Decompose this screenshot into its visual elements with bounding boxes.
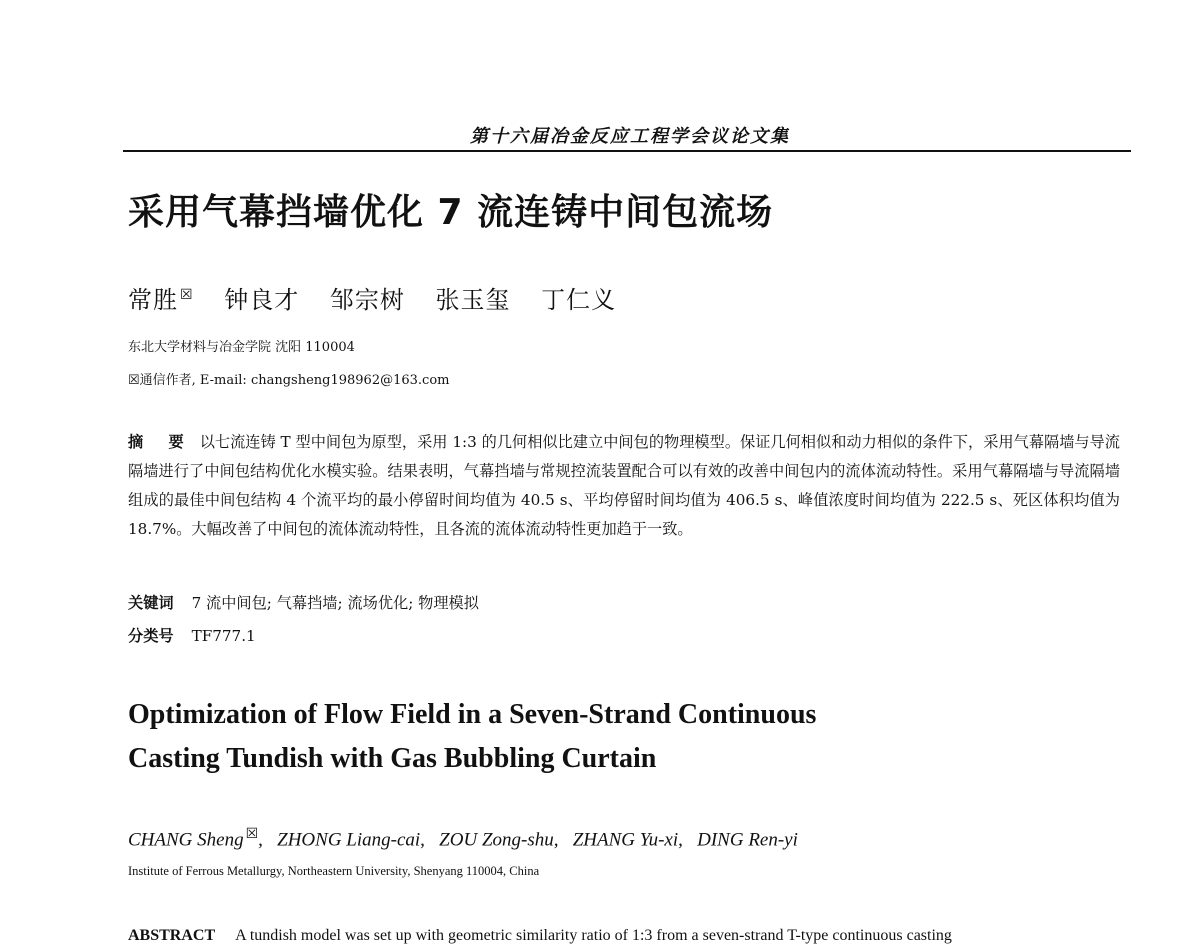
header-rule [123, 150, 1131, 152]
english-title-line-1: Optimization of Flow Field in a Seven-Strand Continuous [128, 699, 817, 730]
keywords-label: 关键词 [128, 594, 174, 612]
envelope-icon: ☒ [180, 287, 194, 303]
author-1: 常胜 ☒ [128, 286, 194, 314]
english-authors [128, 826, 798, 851]
class-text: TF777.1 [191, 627, 256, 645]
english-abstract-text: A tundish model was set up with geometric similarity ratio of 1:3 from a seven-strand T-type continuous casting [235, 927, 952, 944]
chinese-authors [128, 280, 638, 315]
envelope-icon: ☒ [245, 827, 259, 842]
english-title [128, 693, 1028, 781]
author-4: 张玉玺 [435, 286, 511, 314]
chinese-affiliation: 东北大学材料与冶金学院 沈阳 110004 [128, 340, 355, 355]
english-affiliation: Institute of Ferrous Metallurgy, Northeastern University, Shenyang 110004, China [128, 864, 540, 878]
english-abstract [128, 927, 1123, 945]
abstract-text: 以七流连铸 T 型中间包为原型，采用 1:3 的几何相似比建立中间包的物理模型。保证几何相似和动力相似的条件下，采用气幕隔墙与导流隔墙进行了中间包结构优化水模实验。结果表明，气幕挡墙与常规控流装置配合可以有效的改善中间包内的流体流动特性。采用气幕隔墙与导流隔墙组成的最佳中间包结构 4 个流平均的最小停留时间均值为 40.5 s、平均停留时间均值为 406.5 s、峰值浓度时间均值为 222.5 s、死区体积均值为 18.7%。大幅改善了中间包的流体流动特性，且各流的流体流动特性更加趋于一致。 [128, 433, 1120, 538]
english-abstract-label: ABSTRACT [128, 927, 216, 944]
chinese-keywords [128, 592, 479, 613]
chinese-abstract [128, 428, 1120, 544]
english-other-authors: , ZHONG Liang-cai, ZOU Zong-shu, ZHANG Yu-xi, DING Ren-yi [258, 829, 798, 851]
chinese-title: 采用气幕挡墙优化 7 流连铸中间包流场 [128, 192, 774, 233]
corresponding-email: ☒通信作者, E-mail: changsheng198962@163.com [128, 373, 450, 388]
english-first-author: CHANG Sheng [128, 829, 244, 851]
english-title-line-2: Casting Tundish with Gas Bubbling Curtain [128, 743, 657, 774]
keywords-text: 7 流中间包; 气幕挡墙; 流场优化; 物理模拟 [191, 594, 479, 612]
author-5: 丁仁义 [541, 286, 617, 314]
abstract-label: 摘 要 [128, 433, 194, 451]
author-3: 邹宗树 [329, 286, 405, 314]
class-label: 分类号 [128, 627, 174, 645]
classification-number [128, 625, 256, 646]
author-2: 钟良才 [224, 286, 300, 314]
running-header: 第十六届冶金反应工程学会议论文集 [470, 126, 790, 147]
